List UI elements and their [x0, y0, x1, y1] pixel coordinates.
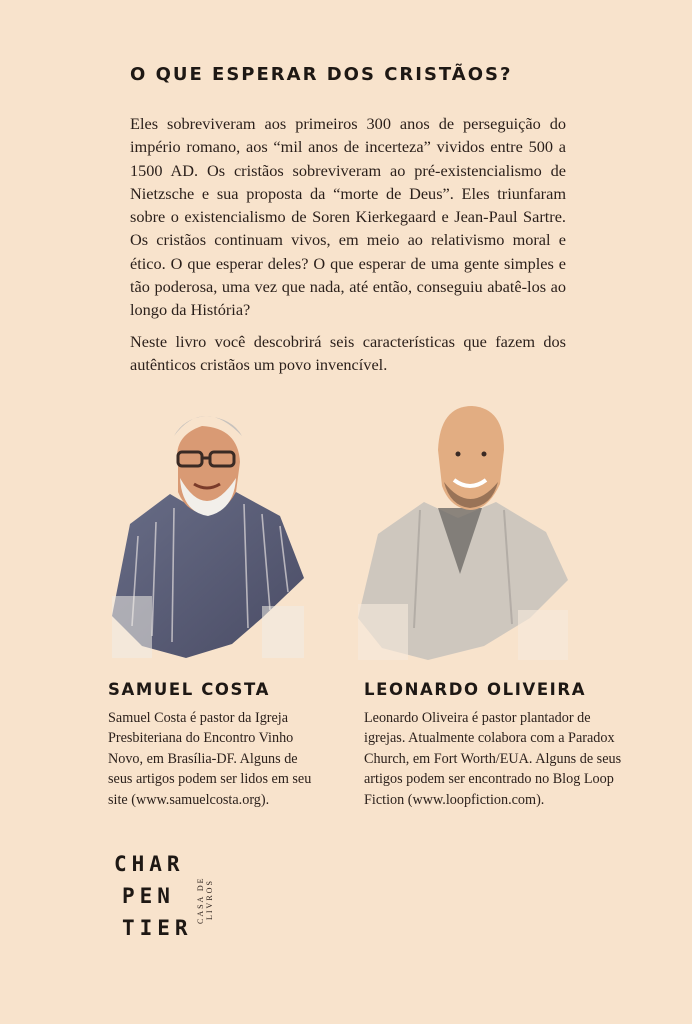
author-bio-leonardo-oliveira: Leonardo Oliveira é pastor plantador de igrejas. Atualmente colabora com a Paradox Church, em Fort Worth/EUA. Alguns de seus artigos podem ser encontrado no Blog Loop Fiction (www.loopfiction.com).	[364, 710, 622, 808]
leonardo-oliveira-photo	[358, 398, 568, 660]
author-name-samuel-costa: SAMUEL COSTA	[108, 680, 270, 699]
intro-paragraph-2: Neste livro você descobrirá seis características que fazem dos autênticos cristãos um povo invencível.	[130, 331, 566, 374]
samuel-costa-photo	[112, 396, 304, 658]
logo-subtitle: CASA DE LIVROS	[196, 876, 214, 924]
intro-paragraph-1: Eles sobreviveram aos primeiros 300 anos de perseguição do império romano, aos “mil anos de incerteza” vividos entre 500 a 1500 AD. Os cristãos sobreviveram ao pré-existencialismo de Nietzsche e sua proposta da “morte de Deus”. Eles triunfaram sobre o existencialismo de Soren Kierkegaard e Jean-Paul Sartre. Os cristãos continuam vivos, em meio ao relativismo moral e ético. O que esperar deles? O que esperar de uma gente simples e tão poderosa, uma vez que nada, até então, conseguiu abatê-los ao longo da História?	[130, 114, 566, 320]
intro-text	[130, 112, 566, 384]
logo-line-1: CHAR	[114, 852, 185, 876]
back-cover-heading: O QUE ESPERAR DOS CRISTÃOS?	[130, 64, 513, 85]
logo-line-3: TIER	[122, 916, 193, 940]
author-name-leonardo-oliveira: LEONARDO OLIVEIRA	[364, 680, 587, 699]
author-bio-samuel-costa: Samuel Costa é pastor da Igreja Presbiteriana do Encontro Vinho Novo, em Brasília-DF. Alguns de seus artigos podem ser lidos em seu site (www.samuelcosta.org).	[108, 710, 312, 808]
publisher-logo	[114, 850, 224, 950]
logo-line-2: PEN	[122, 884, 175, 908]
